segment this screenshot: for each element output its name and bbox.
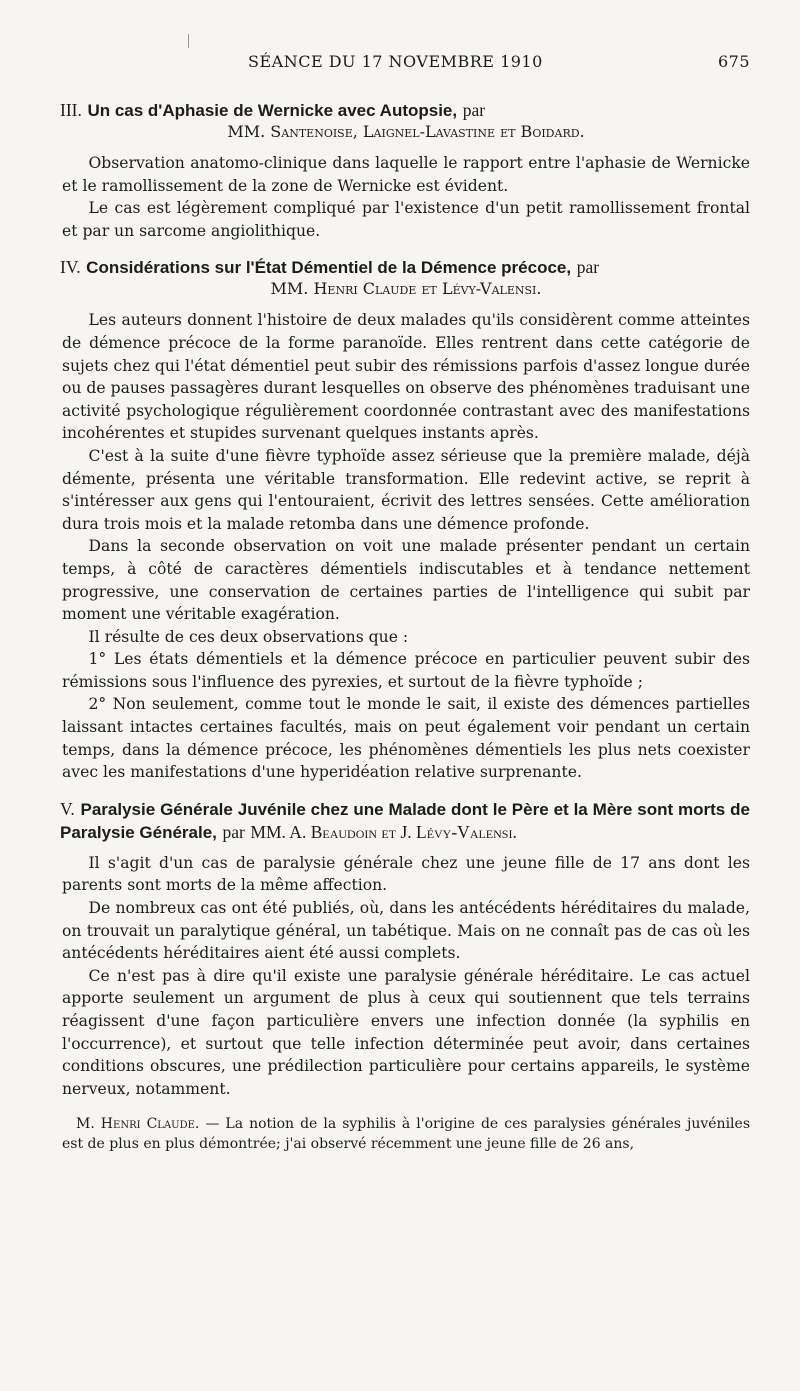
header-title: SÉANCE DU 17 NOVEMBRE 1910 <box>248 52 543 71</box>
paragraph: C'est à la suite d'une fièvre typhoïde assez sérieuse que la première malade, déjà démente, présenta une véritable transformation. Elle redevint active, se reprit à s'intéresser aux gens qui l'entouraient, écrivit des lettres sensées. Cette amélioration dura trois mois et la malade retomba dans une démence profonde. <box>62 446 750 533</box>
paragraph: Ce n'est pas à dire qu'il existe une paralysie générale héréditaire. Le cas actuel apporte seulement un argument de plus à ceux qui soutiennent que tels terrains réagissent d'une façon particulière envers une infection donnée (la syphilis en l'occurrence), et surtout que telle infection déterminée peut avoir, dans certaines conditions obscures, une prédilection particulière pour certains appareils, le système nerveux, notamment. <box>62 966 750 1098</box>
section-par: par <box>576 257 600 278</box>
section-number: V. <box>60 798 75 819</box>
footnote <box>62 1114 750 1154</box>
footnote-text: — La notion de la syphilis à l'origine de ces paralysies générales juvéniles est de plus en plus démontrée; j'ai observé récemment une jeune fille de 26 ans, <box>62 1116 751 1153</box>
section-par: par <box>222 821 245 842</box>
running-header <box>62 52 750 71</box>
footnote-speaker: M. Henri Claude. <box>76 1116 200 1133</box>
page-mark <box>188 34 189 48</box>
section-title: Considérations sur l'État Démentiel de la Démence précoce, <box>86 258 572 278</box>
section-number: III. <box>60 100 82 120</box>
paragraph: 1° Les états démentiels et la démence précoce en particulier peuvent subir des rémissions sous l'influence des pyrexies, et surtout de la fièvre typhoïde ; <box>62 650 750 691</box>
section-title: Paralysie Générale Juvénile chez une Malade dont le Père et la Mère sont morts de Paralysie Générale, <box>60 799 750 842</box>
paragraph: Les auteurs donnent l'histoire de deux malades qu'ils considèrent comme atteintes de démence précoce de la forme paranoïde. Elles rentrent dans cette catégorie de sujets chez qui l'état démentiel peut subir des rémissions parfois d'assez longue durée ou de pauses passagères durant lesquelles on observe des phénomènes traduisant une activité psychologique régulièrement coordonnée contrastant avec des manifestations incohérentes et stupides survenant quelques instants après. <box>62 311 750 443</box>
paragraph: Il s'agit d'un cas de paralysie générale chez une jeune fille de 17 ans dont les parents sont morts de la même affection. <box>62 853 750 895</box>
section-iv <box>62 256 750 783</box>
section-iii <box>62 99 750 242</box>
section-title: Un cas d'Aphasie de Wernicke avec Autopsie, <box>87 101 458 120</box>
paragraph: Observation anatomo-clinique dans laquelle le rapport entre l'aphasie de Wernicke et le ramollissement de la zone de Wernicke est évident. <box>62 154 750 195</box>
section-heading <box>60 99 750 122</box>
section-authors: MM. Santenoise, Laignel-Lavastine et Boidard. <box>227 122 585 141</box>
section-heading <box>60 798 750 844</box>
section-authors: MM. Henri Claude et Lévy-Valensi. <box>270 279 542 299</box>
page-number: 675 <box>717 52 750 71</box>
paragraph: Il résulte de ces deux observations que : <box>88 627 409 646</box>
section-v <box>62 798 750 1101</box>
section-authors: MM. A. Beaudoin et J. Lévy-Valensi. <box>250 821 517 842</box>
paragraph: De nombreux cas ont été publiés, où, dans les antécédents héréditaires du malade, on trouvait un paralytique général, un tabétique. Mais on ne connaît pas de cas où les antécédents héréditaires aient été aussi complets. <box>62 899 750 963</box>
section-number: IV. <box>60 257 81 278</box>
paragraph: Dans la seconde observation on voit une malade présenter pendant un certain temps, à côté de caractères démentiels indiscutables et à tendance nettement progressive, une conservation de certaines parties de l'intelligence qui subit par moment une véritable exagération. <box>62 537 750 624</box>
paragraph: 2° Non seulement, comme tout le monde le sait, il existe des démences partielles laissant intactes certaines facultés, mais on peut également voir pendant un certain temps, dans la démence précoce, les phénomènes démentiels les plus nets coexister avec les manifestations d'une hyperidéation relative surprenante. <box>62 695 750 782</box>
section-heading <box>60 256 750 279</box>
section-par: par <box>462 100 486 120</box>
paragraph: Le cas est légèrement compliqué par l'existence d'un petit ramollissement frontal et par un sarcome angiolithique. <box>62 199 750 240</box>
